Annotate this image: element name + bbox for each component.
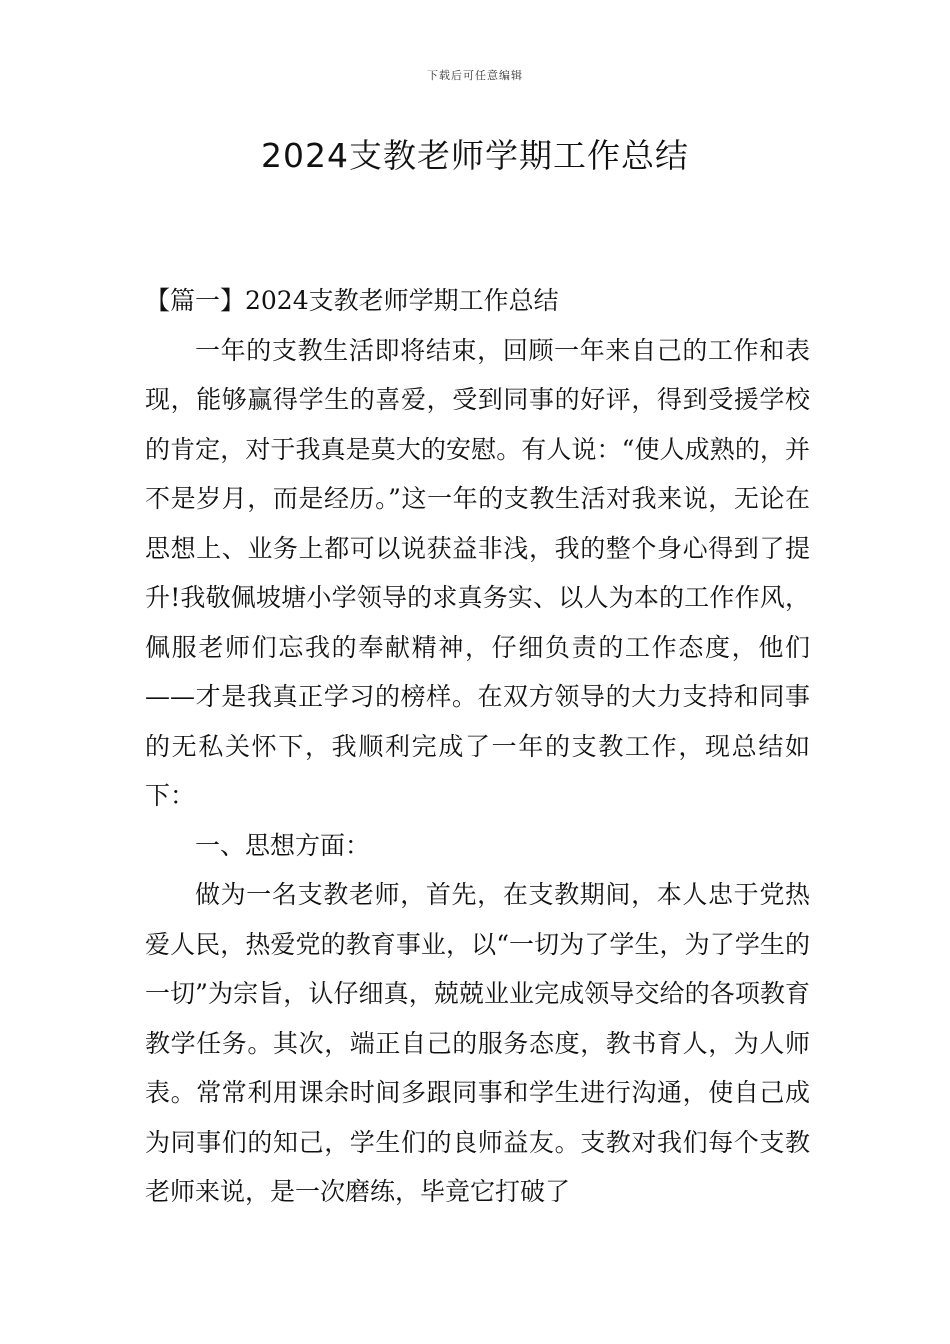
paragraph-intro: 一年的支教生活即将结束，回顾一年来自己的工作和表现，能够赢得学生的喜爱，受到同事的好评，得到受援学校的肯定，对于我真是莫大的安慰。有人说：“使人成熟的，并不是岁月，而是经历。”这一年的支教生活对我来说，无论在思想上、业务上都可以说获益非浅，我的整个身心得到了提升!我敬佩坡塘小学领导的求真务实、以人为本的工作作风，佩服老师们忘我的奉献精神，仔细负责的工作态度，他们——才是我真正学习的榜样。在双方领导的大力支持和同事的无私关怀下，我顺利完成了一年的支教工作，现总结如下： (145, 335, 810, 810)
header-note: 下载后可任意编辑 (427, 69, 523, 82)
document-title: 2024支教老师学期工作总结 (261, 136, 689, 175)
paragraph-thought-body: 做为一名支教老师，首先，在支教期间，本人忠于党热爱人民，热爱党的教育事业，以“一切为了学生，为了学生的一切”为宗旨，认仔细真，兢兢业业完成领导交给的各项教育教学任务。其次，端正自己的服务态度，教书育人，为人师表。常常利用课余时间多跟同事和学生进行沟通，使自己成为同事们的知己，学生们的良师益友。支教对我们每个支教老师来说，是一次磨练，毕竟它打破了 (145, 880, 810, 1206)
section-heading: 【篇一】2024支教老师学期工作总结 (145, 286, 559, 315)
paragraph-subheading-thought: 一、思想方面： (195, 830, 371, 860)
document-body (145, 276, 810, 1217)
